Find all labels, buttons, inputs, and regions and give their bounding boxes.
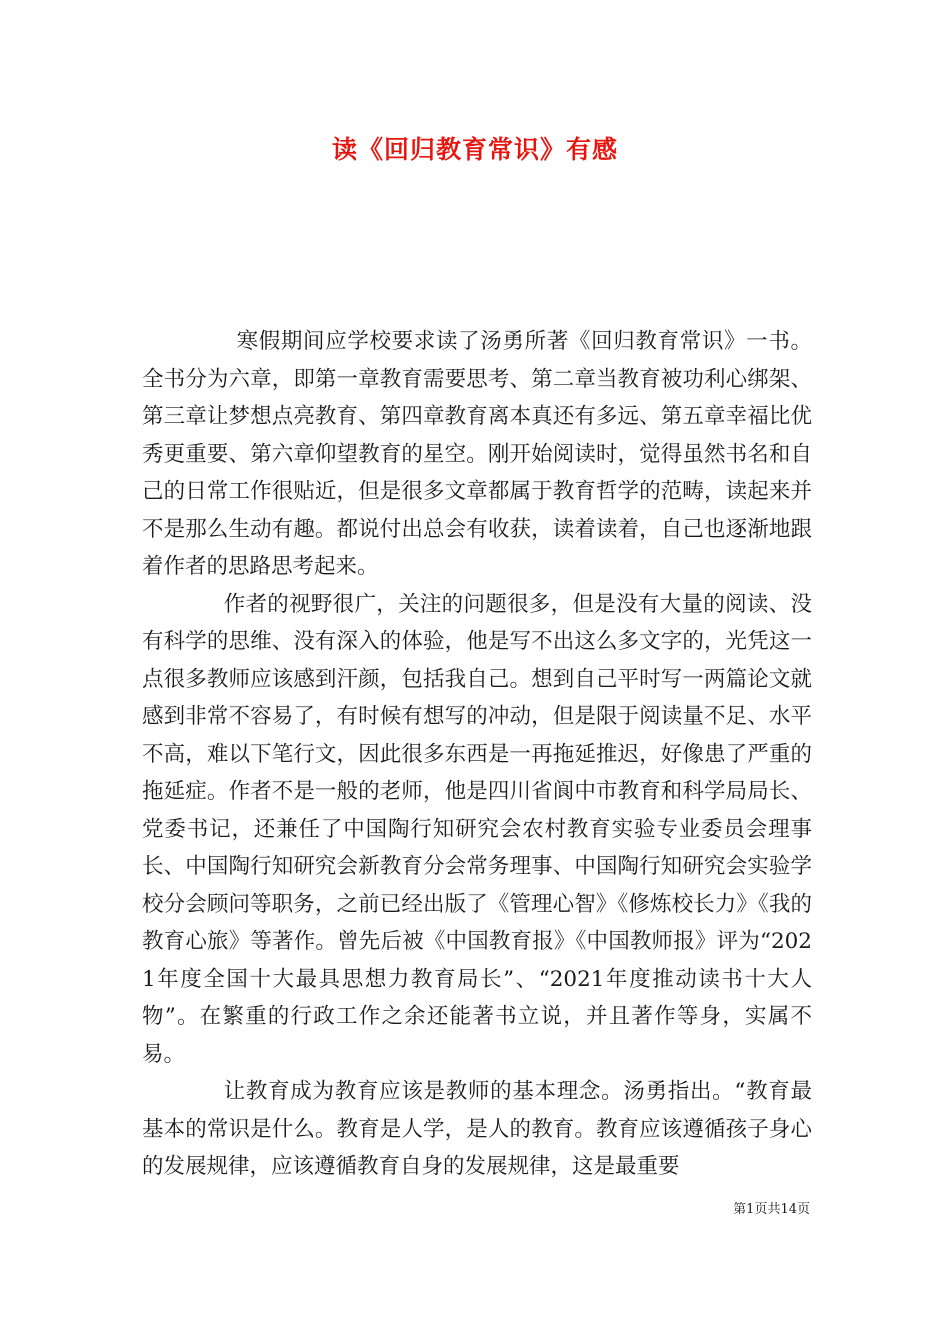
- page-number-footer: 第1页共14页: [733, 1202, 810, 1217]
- document-title: 读《回归教育常识》有感: [331, 135, 618, 164]
- paragraph-2: 作者的视野很广，关注的问题很多，但是没有大量的阅读、没有科学的思维、没有深入的体验，他是写不出这么多文字的，光凭这一点很多教师应该感到汗颜，包括我自己。想到自己平时写一两篇论文就感到非常不容易了，有时候有想写的冲动，但是限于阅读量不足、水平不高，难以下笔行文，因此很多东西是一再拖延推迟，好像患了严重的拖延症。作者不是一般的老师，他是四川省阆中市教育和科学局局长、党委书记，还兼任了中国陶行知研究会农村教育实验专业委员会理事长、中国陶行知研究会新教育分会常务理事、中国陶行知研究会实验学校分会顾问等职务，之前已经出版了《管理心智》《修炼校长力》《我的教育心旅》等著作。曾先后被《中国教育报》《中国教师报》评为“2021年度全国十大最具思想力教育局长”、“2021年度推动读书十大人物”。在繁重的行政工作之余还能著书立说，并且著作等身，实属不易。: [142, 591, 812, 1067]
- paragraph-1: 寒假期间应学校要求读了汤勇所著《回归教育常识》一书。全书分为六章，即第一章教育需要思考、第二章当教育被功利心绑架、第三章让梦想点亮教育、第四章教育离本真还有多远、第五章幸福比优秀更重要、第六章仰望教育的星空。刚开始阅读时，觉得虽然书名和自己的日常工作很贴近，但是很多文章都属于教育哲学的范畴，读起来并不是那么生动有趣。都说付出总会有收获，读着读着，自己也逐渐地跟着作者的思路思考起来。: [142, 329, 812, 579]
- document-body: [142, 323, 812, 1186]
- paragraph-3: 让教育成为教育应该是教师的基本理念。汤勇指出。“教育最基本的常识是什么。教育是人学，是人的教育。教育应该遵循孩子身心的发展规律，应该遵循教育自身的发展规律，这是最重要: [142, 1079, 812, 1179]
